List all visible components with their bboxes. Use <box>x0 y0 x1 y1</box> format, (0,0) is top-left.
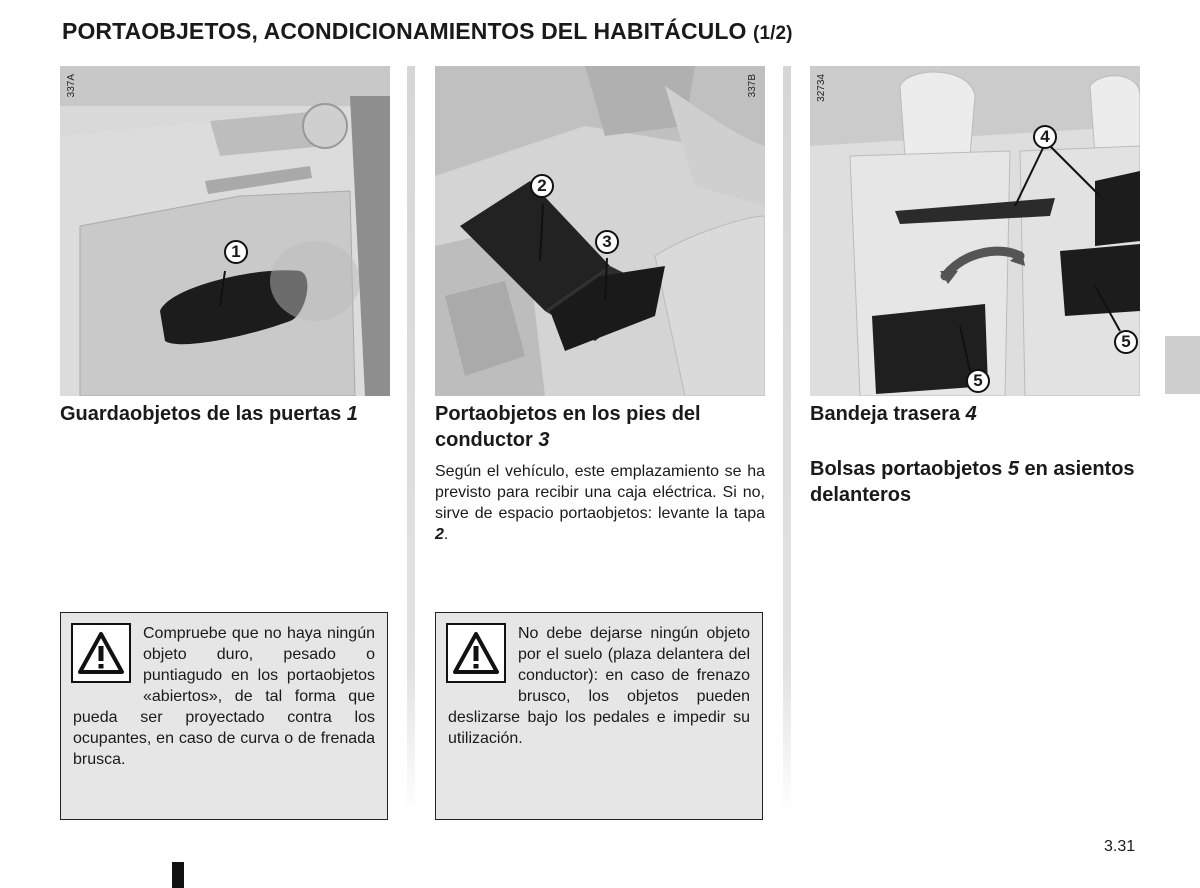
callout-3: 3 <box>595 230 619 254</box>
crop-mark <box>172 862 184 888</box>
callout-4: 4 <box>1033 125 1057 149</box>
photo-ref-label: 337B <box>747 74 758 98</box>
section-tab <box>1165 336 1200 394</box>
callout-5: 5 <box>966 369 990 393</box>
warning-text: No debe dejarse ningún objeto por el suelo (plaza delantera del conductor): en caso de frenazo brusco, los objetos pueden deslizarse bajo los pedales e impedir su utilización. <box>448 625 750 747</box>
column-divider <box>783 66 791 814</box>
photo-ref-label: 32734 <box>816 74 827 102</box>
rear-tray-photo <box>810 66 1140 396</box>
callout-2: 2 <box>530 174 554 198</box>
page-number: 3.31 <box>1104 838 1136 855</box>
seat-pockets-heading: Bolsas portaobjetos 5 en asientos delanteros <box>810 458 1135 506</box>
title-part: (1/2) <box>753 23 793 44</box>
rear-tray-heading: Bandeja trasera 4 <box>810 403 977 425</box>
page-title <box>62 18 793 45</box>
warning-box <box>60 612 388 820</box>
title-main: PORTAOBJETOS, ACONDICIONAMIENTOS DEL HABITÁCULO <box>62 18 747 44</box>
driver-footwell-body: Según el vehículo, este emplazamiento se ha previsto para recibir una caja eléctrica. Si no, sirve de espacio portaobjetos: levante la tapa 2. <box>435 463 765 543</box>
door-storage-photo <box>60 66 390 396</box>
driver-footwell-heading: Portaobjetos en los pies del conductor 3 <box>435 403 701 451</box>
driver-footwell-storage-photo <box>435 66 765 396</box>
callout-5: 5 <box>1114 330 1138 354</box>
warning-box <box>435 612 763 820</box>
door-storage-heading: Guardaobjetos de las puertas 1 <box>60 403 358 425</box>
column-divider <box>407 66 415 814</box>
callout-1: 1 <box>224 240 248 264</box>
photo-ref-label: 337A <box>66 74 77 98</box>
warning-text: Compruebe que no haya ningún objeto duro, pesado o puntiagudo en los portaobjetos «abiertos», de tal forma que pueda ser proyectado contra los ocupantes, en caso de curva o de frenada brusca. <box>73 625 375 768</box>
